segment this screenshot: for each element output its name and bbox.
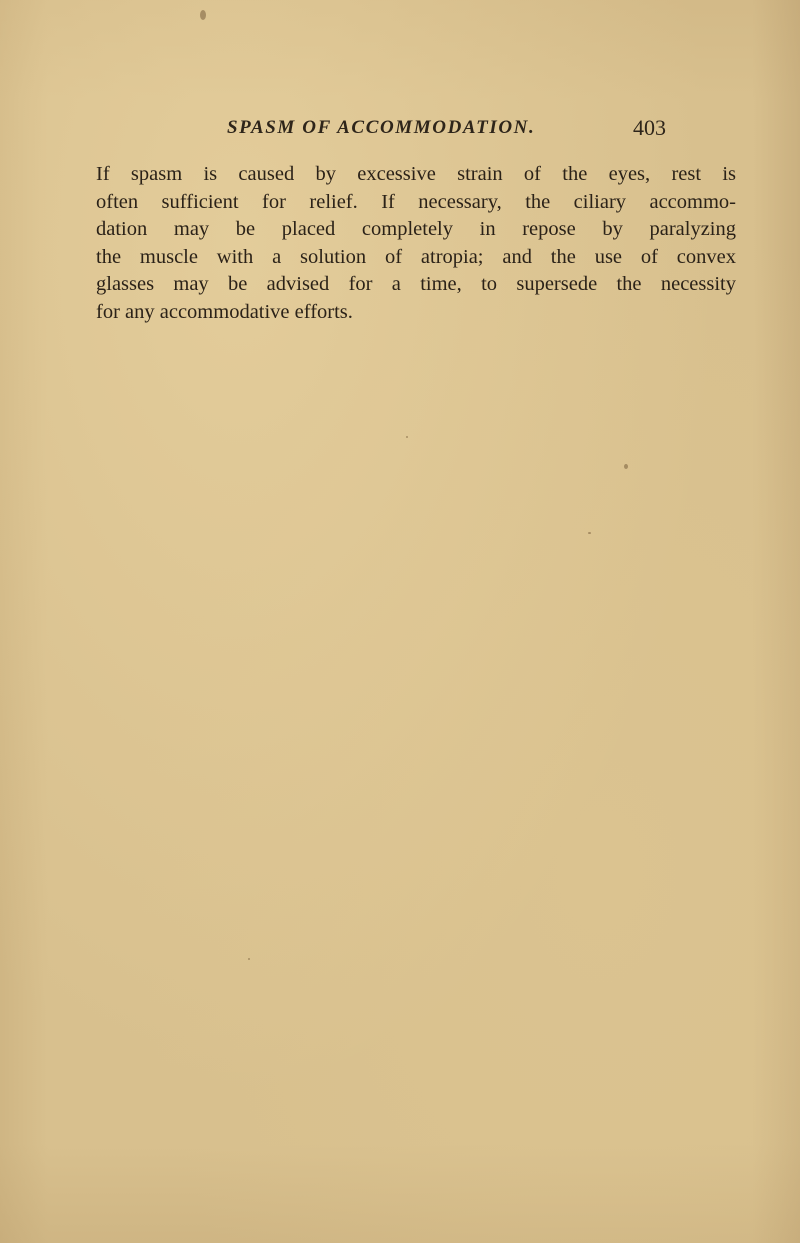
paper-speck xyxy=(248,958,250,960)
paper-speck xyxy=(624,464,628,469)
running-head: SPASM OF ACCOMMODATION. xyxy=(227,117,536,138)
paragraph-line-1: If spasm is caused by excessive strain of the eyes, rest is xyxy=(96,163,736,185)
paragraph-line-3: dation may be placed completely in repose by paralyzing xyxy=(96,218,736,240)
paragraph-line-2: often sufficient for relief. If necessary, the ciliary accommo- xyxy=(96,190,736,213)
paragraph-line-5: glasses may be advised for a time, to supersede the necessity xyxy=(96,273,736,295)
paper-speck xyxy=(588,532,591,534)
paper-speck xyxy=(406,436,408,438)
page-number: 403 xyxy=(633,115,666,140)
paragraph-line-4: the muscle with a solution of atropia; and the use of convex xyxy=(96,245,736,268)
body-paragraph xyxy=(96,161,736,326)
paragraph-line-6: for any accommodative efforts. xyxy=(96,300,353,323)
paper-speck xyxy=(200,10,206,20)
